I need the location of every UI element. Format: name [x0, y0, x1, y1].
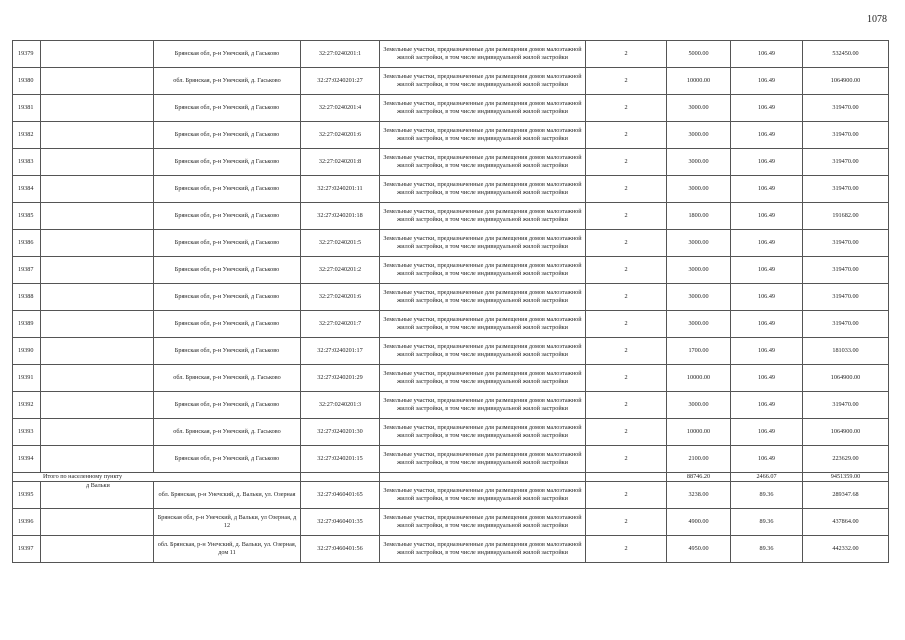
- cell-num: 19388: [13, 284, 41, 311]
- cell-category: Земельные участки, предназначенные для размещения домов малоэтажной жилой застройки, в том числе индивидуальной жилой застройки: [380, 41, 586, 68]
- cell-address: Брянская обл, р-н Унечский, д Гаськово: [154, 257, 301, 284]
- table-row: [13, 122, 889, 149]
- table-row: [13, 95, 889, 122]
- cell-cadastral: 32:27:0240201:5: [301, 230, 380, 257]
- table-body-gaskovo: [13, 41, 889, 473]
- cell-category: Земельные участки, предназначенные для размещения домов малоэтажной жилой застройки, в том числе индивидуальной жилой застройки: [380, 365, 586, 392]
- cell-cadastral: 32:27:0240201:11: [301, 176, 380, 203]
- table-row: [13, 536, 889, 563]
- cell-value: 319470.00: [803, 257, 889, 284]
- cell-rate: 106.49: [731, 446, 803, 473]
- cell-num: 19397: [13, 536, 41, 563]
- table-row: [13, 311, 889, 338]
- cell-cadastral: 32:27:0240201:8: [301, 149, 380, 176]
- cell-rate: 106.49: [731, 419, 803, 446]
- cell-settlement: [41, 419, 154, 446]
- table-row: [13, 509, 889, 536]
- cell-settlement: [41, 95, 154, 122]
- cell-area: 3238.00: [667, 482, 731, 509]
- table-row: [13, 149, 889, 176]
- cell-category: Земельные участки, предназначенные для размещения домов малоэтажной жилой застройки, в том числе индивидуальной жилой застройки: [380, 446, 586, 473]
- cell-value: 319470.00: [803, 122, 889, 149]
- cell-settlement: [41, 446, 154, 473]
- table-row: [13, 419, 889, 446]
- cell-area: 3000.00: [667, 149, 731, 176]
- cell-settlement: [41, 176, 154, 203]
- cell-count: 2: [586, 41, 667, 68]
- cell-address: Брянская обл, р-н Унечский, д Гаськово: [154, 230, 301, 257]
- cell-category: Земельные участки, предназначенные для размещения домов малоэтажной жилой застройки, в том числе индивидуальной жилой застройки: [380, 536, 586, 563]
- cell-settlement: [41, 41, 154, 68]
- cell-category: Земельные участки, предназначенные для размещения домов малоэтажной жилой застройки, в том числе индивидуальной жилой застройки: [380, 230, 586, 257]
- cell-num: 19380: [13, 68, 41, 95]
- table-row: [13, 365, 889, 392]
- cell-num: 19390: [13, 338, 41, 365]
- cell-num: 19395: [13, 482, 41, 509]
- cell-settlement: [41, 392, 154, 419]
- cell-rate: 89.36: [731, 509, 803, 536]
- cell-area: 10000.00: [667, 365, 731, 392]
- cell-area: 3000.00: [667, 95, 731, 122]
- cell-category: Земельные участки, предназначенные для размещения домов малоэтажной жилой застройки, в том числе индивидуальной жилой застройки: [380, 419, 586, 446]
- cell-area: 2100.00: [667, 446, 731, 473]
- cell-address: Брянская обл, р-н Унечский, д Гаськово: [154, 446, 301, 473]
- cell-area: 3000.00: [667, 257, 731, 284]
- cell-address: Брянская обл, р-н Унечский, д Гаськово: [154, 176, 301, 203]
- cell-category: Земельные участки, предназначенные для размещения домов малоэтажной жилой застройки, в том числе индивидуальной жилой застройки: [380, 284, 586, 311]
- cell-address: Брянская обл, р-н Унечский, д Гаськово: [154, 95, 301, 122]
- cell-address: Брянская обл, р-н Унечский, д Гаськово: [154, 338, 301, 365]
- cell-cadastral: 32:27:0240201:4: [301, 95, 380, 122]
- cell-cadastral: 32:27:0240201:15: [301, 446, 380, 473]
- subtotal-label: Итого по населенному пункту: [13, 473, 301, 482]
- cell-category: Земельные участки, предназначенные для размещения домов малоэтажной жилой застройки, в том числе индивидуальной жилой застройки: [380, 311, 586, 338]
- cell-value: 442332.00: [803, 536, 889, 563]
- cell-value: 319470.00: [803, 311, 889, 338]
- cell-category: Земельные участки, предназначенные для размещения домов малоэтажной жилой застройки, в том числе индивидуальной жилой застройки: [380, 392, 586, 419]
- cell-category: Земельные участки, предназначенные для размещения домов малоэтажной жилой застройки, в том числе индивидуальной жилой застройки: [380, 509, 586, 536]
- cell-settlement: [41, 68, 154, 95]
- cell-count: 2: [586, 176, 667, 203]
- cell-count: 2: [586, 338, 667, 365]
- cell-category: Земельные участки, предназначенные для размещения домов малоэтажной жилой застройки, в том числе индивидуальной жилой застройки: [380, 122, 586, 149]
- cell-num: 19393: [13, 419, 41, 446]
- cell-count: 2: [586, 257, 667, 284]
- cell-value: 223629.00: [803, 446, 889, 473]
- cell-address: Брянская обл, р-н Унечский, д Гаськово: [154, 203, 301, 230]
- cell-count: 2: [586, 149, 667, 176]
- subtotal-empty-category: [380, 473, 586, 482]
- cell-address: обл. Брянская, р-н Унечский, д. Вальки, ул. Озерная: [154, 482, 301, 509]
- table-row: [13, 68, 889, 95]
- cell-value: 1064900.00: [803, 68, 889, 95]
- cell-category: Земельные участки, предназначенные для размещения домов малоэтажной жилой застройки, в том числе индивидуальной жилой застройки: [380, 176, 586, 203]
- cell-num: 19383: [13, 149, 41, 176]
- cell-address: обл. Брянская, р-н Унечский, д. Гаськово: [154, 365, 301, 392]
- cell-count: 2: [586, 536, 667, 563]
- cell-cadastral: 32:27:0240201:29: [301, 365, 380, 392]
- cell-settlement: [41, 230, 154, 257]
- page-number: 1078: [867, 14, 887, 25]
- cell-area: 3000.00: [667, 176, 731, 203]
- cell-count: 2: [586, 311, 667, 338]
- cell-cadastral: 32:27:0240201:17: [301, 338, 380, 365]
- cell-value: 319470.00: [803, 284, 889, 311]
- cell-value: 1064900.00: [803, 365, 889, 392]
- cell-num: 19396: [13, 509, 41, 536]
- cell-settlement: [41, 311, 154, 338]
- cell-category: Земельные участки, предназначенные для размещения домов малоэтажной жилой застройки, в том числе индивидуальной жилой застройки: [380, 338, 586, 365]
- cell-rate: 106.49: [731, 68, 803, 95]
- cell-num: 19386: [13, 230, 41, 257]
- cell-area: 3000.00: [667, 230, 731, 257]
- cell-num: 19387: [13, 257, 41, 284]
- cell-category: Земельные участки, предназначенные для размещения домов малоэтажной жилой застройки, в том числе индивидуальной жилой застройки: [380, 482, 586, 509]
- cell-area: 4900.00: [667, 509, 731, 536]
- cell-cadastral: 32:27:0240201:2: [301, 257, 380, 284]
- cell-count: 2: [586, 419, 667, 446]
- cell-settlement: [41, 149, 154, 176]
- table-row: [13, 203, 889, 230]
- cell-address: Брянская обл, р-н Унечский, д Гаськово: [154, 149, 301, 176]
- cell-rate: 106.49: [731, 311, 803, 338]
- cell-count: 2: [586, 122, 667, 149]
- table-row: [13, 392, 889, 419]
- cell-rate: 106.49: [731, 149, 803, 176]
- cell-category: Земельные участки, предназначенные для размещения домов малоэтажной жилой застройки, в том числе индивидуальной жилой застройки: [380, 203, 586, 230]
- cell-value: 319470.00: [803, 95, 889, 122]
- cell-category: Земельные участки, предназначенные для размещения домов малоэтажной жилой застройки, в том числе индивидуальной жилой застройки: [380, 68, 586, 95]
- cell-cadastral: 32:27:0240201:18: [301, 203, 380, 230]
- cell-area: 3000.00: [667, 284, 731, 311]
- cell-cadastral: 32:27:0240201:3: [301, 392, 380, 419]
- cell-rate: 106.49: [731, 176, 803, 203]
- cell-area: 3000.00: [667, 392, 731, 419]
- cell-category: Земельные участки, предназначенные для размещения домов малоэтажной жилой застройки, в том числе индивидуальной жилой застройки: [380, 95, 586, 122]
- cell-settlement: [41, 122, 154, 149]
- cell-address: Брянская обл, р-н Унечский, д Вальки, ул Озерная, д 12: [154, 509, 301, 536]
- cell-rate: 106.49: [731, 41, 803, 68]
- cell-cadastral: 32:27:0240201:7: [301, 311, 380, 338]
- cell-category: Земельные участки, предназначенные для размещения домов малоэтажной жилой застройки, в том числе индивидуальной жилой застройки: [380, 149, 586, 176]
- cell-address: Брянская обл, р-н Унечский, д Гаськово: [154, 284, 301, 311]
- cell-address: обл. Брянская, р-н Унечский, д. Вальки, ул. Озерная, дом 11: [154, 536, 301, 563]
- cell-rate: 106.49: [731, 122, 803, 149]
- cell-num: 19384: [13, 176, 41, 203]
- cell-count: 2: [586, 230, 667, 257]
- table-row: [13, 482, 889, 509]
- subtotal-area: 88746.20: [667, 473, 731, 482]
- cell-address: Брянская обл, р-н Унечский, д Гаськово: [154, 41, 301, 68]
- cell-rate: 106.49: [731, 95, 803, 122]
- cell-area: 4950.00: [667, 536, 731, 563]
- table-row: [13, 230, 889, 257]
- cell-rate: 106.49: [731, 284, 803, 311]
- cadastral-value-table: [12, 40, 889, 563]
- cell-rate: 106.49: [731, 257, 803, 284]
- cell-category: Земельные участки, предназначенные для размещения домов малоэтажной жилой застройки, в том числе индивидуальной жилой застройки: [380, 257, 586, 284]
- cell-settlement: [41, 338, 154, 365]
- cell-count: 2: [586, 509, 667, 536]
- subtotal-value: 9451359.00: [803, 473, 889, 482]
- cell-count: 2: [586, 68, 667, 95]
- cell-num: 19394: [13, 446, 41, 473]
- cell-count: 2: [586, 482, 667, 509]
- subtotal-empty-cadastral: [301, 473, 380, 482]
- cell-rate: 106.49: [731, 338, 803, 365]
- cell-num: 19379: [13, 41, 41, 68]
- table-row: [13, 257, 889, 284]
- cell-rate: 106.49: [731, 392, 803, 419]
- cell-area: 1700.00: [667, 338, 731, 365]
- cell-cadastral: 32:27:0240201:6: [301, 122, 380, 149]
- cell-cadastral: 32:27:0460401:56: [301, 536, 380, 563]
- subtotal-empty-count: [586, 473, 667, 482]
- cell-cadastral: 32:27:0240201:30: [301, 419, 380, 446]
- cell-address: Брянская обл, р-н Унечский, д Гаськово: [154, 392, 301, 419]
- cell-area: 10000.00: [667, 68, 731, 95]
- cell-num: 19392: [13, 392, 41, 419]
- cell-address: обл. Брянская, р-н Унечский, д. Гаськово: [154, 419, 301, 446]
- cell-value: 191682.00: [803, 203, 889, 230]
- cell-rate: 89.36: [731, 482, 803, 509]
- cell-area: 5000.00: [667, 41, 731, 68]
- cell-rate: 106.49: [731, 365, 803, 392]
- cell-value: 289347.68: [803, 482, 889, 509]
- cell-address: Брянская обл, р-н Унечский, д Гаськово: [154, 311, 301, 338]
- cell-value: 319470.00: [803, 392, 889, 419]
- cell-settlement: д Вальки: [41, 482, 154, 509]
- cell-count: 2: [586, 95, 667, 122]
- cell-settlement: [41, 284, 154, 311]
- cell-value: 1064900.00: [803, 419, 889, 446]
- table-row: [13, 176, 889, 203]
- cell-area: 1800.00: [667, 203, 731, 230]
- cell-value: 319470.00: [803, 230, 889, 257]
- cell-settlement: [41, 365, 154, 392]
- cell-cadastral: 32:27:0460401:35: [301, 509, 380, 536]
- cell-settlement: [41, 203, 154, 230]
- table-row: [13, 284, 889, 311]
- cell-cadastral: 32:27:0240201:1: [301, 41, 380, 68]
- cell-num: 19389: [13, 311, 41, 338]
- cell-num: 19382: [13, 122, 41, 149]
- cell-value: 181033.00: [803, 338, 889, 365]
- cell-cadastral: 32:27:0460401:65: [301, 482, 380, 509]
- table-row: [13, 41, 889, 68]
- cell-rate: 106.49: [731, 230, 803, 257]
- cell-settlement: [41, 536, 154, 563]
- cell-area: 3000.00: [667, 311, 731, 338]
- subtotal-block: [13, 473, 889, 482]
- cell-num: 19385: [13, 203, 41, 230]
- cell-area: 3000.00: [667, 122, 731, 149]
- cell-value: 319470.00: [803, 176, 889, 203]
- cell-settlement: [41, 509, 154, 536]
- cell-cadastral: 32:27:0240201:27: [301, 68, 380, 95]
- cell-count: 2: [586, 446, 667, 473]
- table-row: [13, 446, 889, 473]
- cell-value: 532450.00: [803, 41, 889, 68]
- table-row: [13, 338, 889, 365]
- cell-address: Брянская обл, р-н Унечский, д Гаськово: [154, 122, 301, 149]
- subtotal-row: [13, 473, 889, 482]
- cell-value: 437864.00: [803, 509, 889, 536]
- table-body-valki: [13, 482, 889, 563]
- cell-count: 2: [586, 365, 667, 392]
- cell-area: 10000.00: [667, 419, 731, 446]
- subtotal-rate: 2466.07: [731, 473, 803, 482]
- cell-count: 2: [586, 284, 667, 311]
- cell-rate: 89.36: [731, 536, 803, 563]
- cell-num: 19381: [13, 95, 41, 122]
- cell-address: обл. Брянская, р-н Унечский, д. Гаськово: [154, 68, 301, 95]
- cell-cadastral: 32:27:0240201:6: [301, 284, 380, 311]
- cell-count: 2: [586, 392, 667, 419]
- cell-settlement: [41, 257, 154, 284]
- cell-value: 319470.00: [803, 149, 889, 176]
- cell-num: 19391: [13, 365, 41, 392]
- cell-rate: 106.49: [731, 203, 803, 230]
- cell-count: 2: [586, 203, 667, 230]
